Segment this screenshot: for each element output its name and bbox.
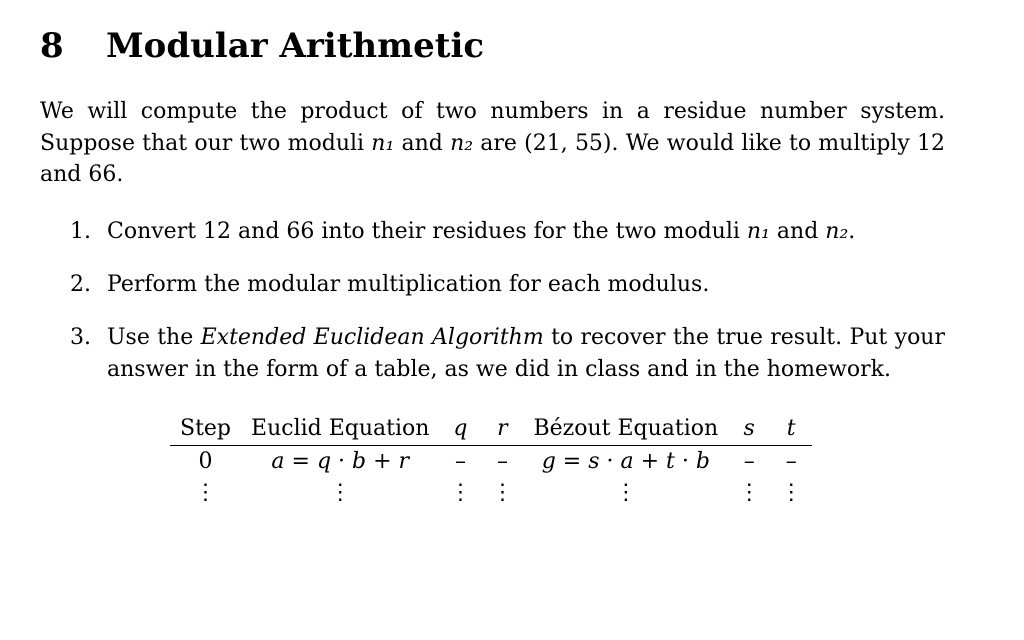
header-euclid-equation: Euclid Equation — [241, 413, 439, 446]
modulus-n1: n₁ — [371, 130, 395, 156]
vdots — [439, 477, 481, 508]
list-item-3-text-b: to recover the true result. Put your answer in the form of a table, as we did in class and in the homework. — [107, 325, 945, 382]
cell-bezout-equation: g = s · a + t · b — [541, 448, 710, 474]
table-header-row — [170, 413, 812, 446]
header-t: t — [770, 413, 812, 446]
list-item-text — [107, 216, 945, 248]
list-item-text: Perform the modular multiplication for each modulus. — [107, 272, 710, 297]
vdots — [523, 477, 728, 508]
header-step: Step — [170, 413, 241, 446]
header-r: r — [481, 413, 523, 446]
vdots — [481, 477, 523, 508]
modulus-n2: n₂ — [825, 219, 849, 244]
vdots — [770, 477, 812, 508]
modulus-n1: n₁ — [746, 219, 770, 244]
list-marker: 3. — [70, 325, 91, 350]
intro-paragraph — [40, 96, 945, 191]
vdots-glyph: ⋮ — [780, 479, 803, 505]
table-row-ellipsis — [170, 477, 812, 508]
header-bezout-equation: Bézout Equation — [523, 413, 728, 446]
modulus-n2: n₂ — [450, 130, 474, 156]
vdots-glyph: ⋮ — [194, 479, 217, 505]
cell-t: – — [785, 448, 797, 474]
section-title: Modular Arithmetic — [106, 26, 485, 66]
list-item-1-text-a: Convert 12 and 66 into their residues for the two moduli — [107, 219, 747, 244]
list-item-text — [107, 322, 945, 385]
cell-q: – — [454, 448, 466, 474]
euclid-table — [170, 413, 812, 508]
vdots-glyph: ⋮ — [449, 479, 472, 505]
list-item-1-text-b: . — [848, 219, 856, 244]
section-number: 8 — [40, 26, 64, 66]
vdots-glyph: ⋮ — [491, 479, 514, 505]
vdots-glyph: ⋮ — [614, 479, 637, 505]
list-marker: 2. — [70, 272, 91, 297]
cell-euclid-equation: a = q · b + r — [271, 448, 410, 474]
vdots — [241, 477, 439, 508]
header-s: s — [728, 413, 770, 446]
list-item-3-text-a: Use the — [107, 325, 201, 350]
emphasized-term: Extended Euclidean Algorithm — [200, 325, 544, 350]
list-marker: 1. — [70, 219, 91, 244]
vdots-glyph: ⋮ — [329, 479, 352, 505]
cell-r: – — [496, 448, 508, 474]
intro-line-2a: Suppose that our two moduli — [40, 130, 372, 156]
intro-line-3: 12 and 66. — [40, 130, 945, 187]
vdots — [728, 477, 770, 508]
intro-and: and — [394, 130, 451, 156]
header-q: q — [439, 413, 481, 446]
intro-line-2b: are (21, 55). We would like to multiply — [473, 130, 910, 156]
vdots — [170, 477, 241, 508]
table-row — [170, 446, 812, 478]
intro-line-1: We will compute the product of two numbers in a residue number system. — [40, 99, 945, 124]
cell-step: 0 — [198, 448, 213, 474]
vdots-glyph: ⋮ — [738, 479, 761, 505]
cell-s: – — [743, 448, 755, 474]
section-heading — [40, 26, 484, 66]
list-item-1-and: and — [769, 219, 826, 244]
